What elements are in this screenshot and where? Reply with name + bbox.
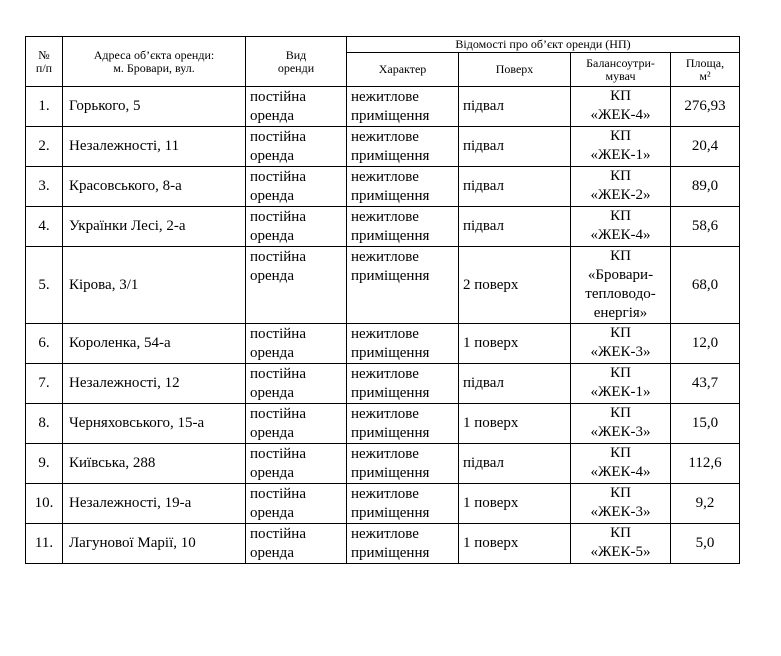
row-number: 7. bbox=[26, 364, 63, 404]
row-address: Незалежності, 12 bbox=[63, 364, 246, 404]
row-rent-kind: постійна оренда bbox=[246, 87, 347, 127]
row-area: 9,2 bbox=[671, 484, 740, 524]
row-floor: 1 поверх bbox=[459, 324, 571, 364]
row-floor: 1 поверх bbox=[459, 524, 571, 564]
row-number: 5. bbox=[26, 247, 63, 324]
row-area: 58,6 bbox=[671, 207, 740, 247]
row-number: 9. bbox=[26, 444, 63, 484]
row-character: нежитлове приміщення bbox=[347, 364, 459, 404]
table-row bbox=[26, 207, 740, 247]
row-address: Красовського, 8-а bbox=[63, 167, 246, 207]
row-character: нежитлове приміщення bbox=[347, 127, 459, 167]
row-balance-holder: КП «ЖЕК-4» bbox=[571, 444, 671, 484]
row-address: Горького, 5 bbox=[63, 87, 246, 127]
table-row bbox=[26, 444, 740, 484]
row-rent-kind: постійна оренда bbox=[246, 324, 347, 364]
table-row bbox=[26, 324, 740, 364]
row-floor: підвал bbox=[459, 127, 571, 167]
table-body bbox=[26, 87, 740, 564]
header-number: № п/п bbox=[26, 37, 63, 87]
row-number: 10. bbox=[26, 484, 63, 524]
row-character: нежитлове приміщення bbox=[347, 484, 459, 524]
row-floor: підвал bbox=[459, 87, 571, 127]
row-rent-kind: постійна оренда bbox=[246, 207, 347, 247]
row-floor: підвал bbox=[459, 444, 571, 484]
row-rent-kind: постійна оренда bbox=[246, 364, 347, 404]
row-balance-holder: КП «ЖЕК-4» bbox=[571, 87, 671, 127]
row-area: 20,4 bbox=[671, 127, 740, 167]
row-character: нежитлове приміщення bbox=[347, 324, 459, 364]
table-row bbox=[26, 364, 740, 404]
row-address: Кірова, 3/1 bbox=[63, 247, 246, 324]
row-floor: 2 поверх bbox=[459, 247, 571, 324]
row-address: Київська, 288 bbox=[63, 444, 246, 484]
row-number: 8. bbox=[26, 404, 63, 444]
table-row bbox=[26, 87, 740, 127]
row-number: 3. bbox=[26, 167, 63, 207]
header-rent-kind: Вид оренди bbox=[246, 37, 347, 87]
row-address: Лагунової Марії, 10 bbox=[63, 524, 246, 564]
row-rent-kind: постійна оренда bbox=[246, 167, 347, 207]
row-rent-kind: постійна оренда bbox=[246, 404, 347, 444]
row-rent-kind: постійна оренда bbox=[246, 524, 347, 564]
row-area: 43,7 bbox=[671, 364, 740, 404]
row-area: 276,93 bbox=[671, 87, 740, 127]
row-character: нежитлове приміщення bbox=[347, 207, 459, 247]
table-header bbox=[26, 37, 740, 87]
row-address: Незалежності, 19-а bbox=[63, 484, 246, 524]
row-area: 112,6 bbox=[671, 444, 740, 484]
row-area: 15,0 bbox=[671, 404, 740, 444]
header-character: Характер bbox=[347, 53, 459, 87]
row-number: 2. bbox=[26, 127, 63, 167]
row-rent-kind: постійна оренда bbox=[246, 247, 347, 324]
table-row bbox=[26, 524, 740, 564]
row-area: 12,0 bbox=[671, 324, 740, 364]
row-balance-holder: КП «ЖЕК-4» bbox=[571, 207, 671, 247]
header-area: Площа, м² bbox=[671, 53, 740, 87]
table-row bbox=[26, 127, 740, 167]
row-number: 4. bbox=[26, 207, 63, 247]
row-area: 68,0 bbox=[671, 247, 740, 324]
row-character: нежитлове приміщення bbox=[347, 87, 459, 127]
row-character: нежитлове приміщення bbox=[347, 404, 459, 444]
row-character: нежитлове приміщення bbox=[347, 524, 459, 564]
header-object-info: Відомості про об’єкт оренди (НП) bbox=[347, 37, 740, 53]
row-balance-holder: КП «ЖЕК-1» bbox=[571, 364, 671, 404]
row-balance-holder: КП «ЖЕК-3» bbox=[571, 404, 671, 444]
row-address: Черняховського, 15-а bbox=[63, 404, 246, 444]
row-rent-kind: постійна оренда bbox=[246, 484, 347, 524]
table-row bbox=[26, 167, 740, 207]
row-balance-holder: КП «Бровари- тепловодо- енергія» bbox=[571, 247, 671, 324]
row-address: Українки Лесі, 2-а bbox=[63, 207, 246, 247]
table-row bbox=[26, 404, 740, 444]
row-balance-holder: КП «ЖЕК-1» bbox=[571, 127, 671, 167]
row-floor: підвал bbox=[459, 167, 571, 207]
row-floor: 1 поверх bbox=[459, 404, 571, 444]
row-balance-holder: КП «ЖЕК-3» bbox=[571, 324, 671, 364]
row-balance-holder: КП «ЖЕК-3» bbox=[571, 484, 671, 524]
header-balance-holder: Балансоутри- мувач bbox=[571, 53, 671, 87]
table-row bbox=[26, 247, 740, 324]
row-number: 1. bbox=[26, 87, 63, 127]
row-rent-kind: постійна оренда bbox=[246, 127, 347, 167]
row-balance-holder: КП «ЖЕК-5» bbox=[571, 524, 671, 564]
row-address: Незалежності, 11 bbox=[63, 127, 246, 167]
rental-objects-table bbox=[25, 36, 740, 564]
row-area: 89,0 bbox=[671, 167, 740, 207]
row-floor: підвал bbox=[459, 207, 571, 247]
row-number: 6. bbox=[26, 324, 63, 364]
row-address: Короленка, 54-а bbox=[63, 324, 246, 364]
row-character: нежитлове приміщення bbox=[347, 444, 459, 484]
header-floor: Поверх bbox=[459, 53, 571, 87]
row-floor: підвал bbox=[459, 364, 571, 404]
row-character: нежитлове приміщення bbox=[347, 167, 459, 207]
header-address: Адреса об’єкта оренди: м. Бровари, вул. bbox=[63, 37, 246, 87]
row-character: нежитлове приміщення bbox=[347, 247, 459, 324]
row-rent-kind: постійна оренда bbox=[246, 444, 347, 484]
table-row bbox=[26, 484, 740, 524]
row-balance-holder: КП «ЖЕК-2» bbox=[571, 167, 671, 207]
row-number: 11. bbox=[26, 524, 63, 564]
row-area: 5,0 bbox=[671, 524, 740, 564]
row-floor: 1 поверх bbox=[459, 484, 571, 524]
